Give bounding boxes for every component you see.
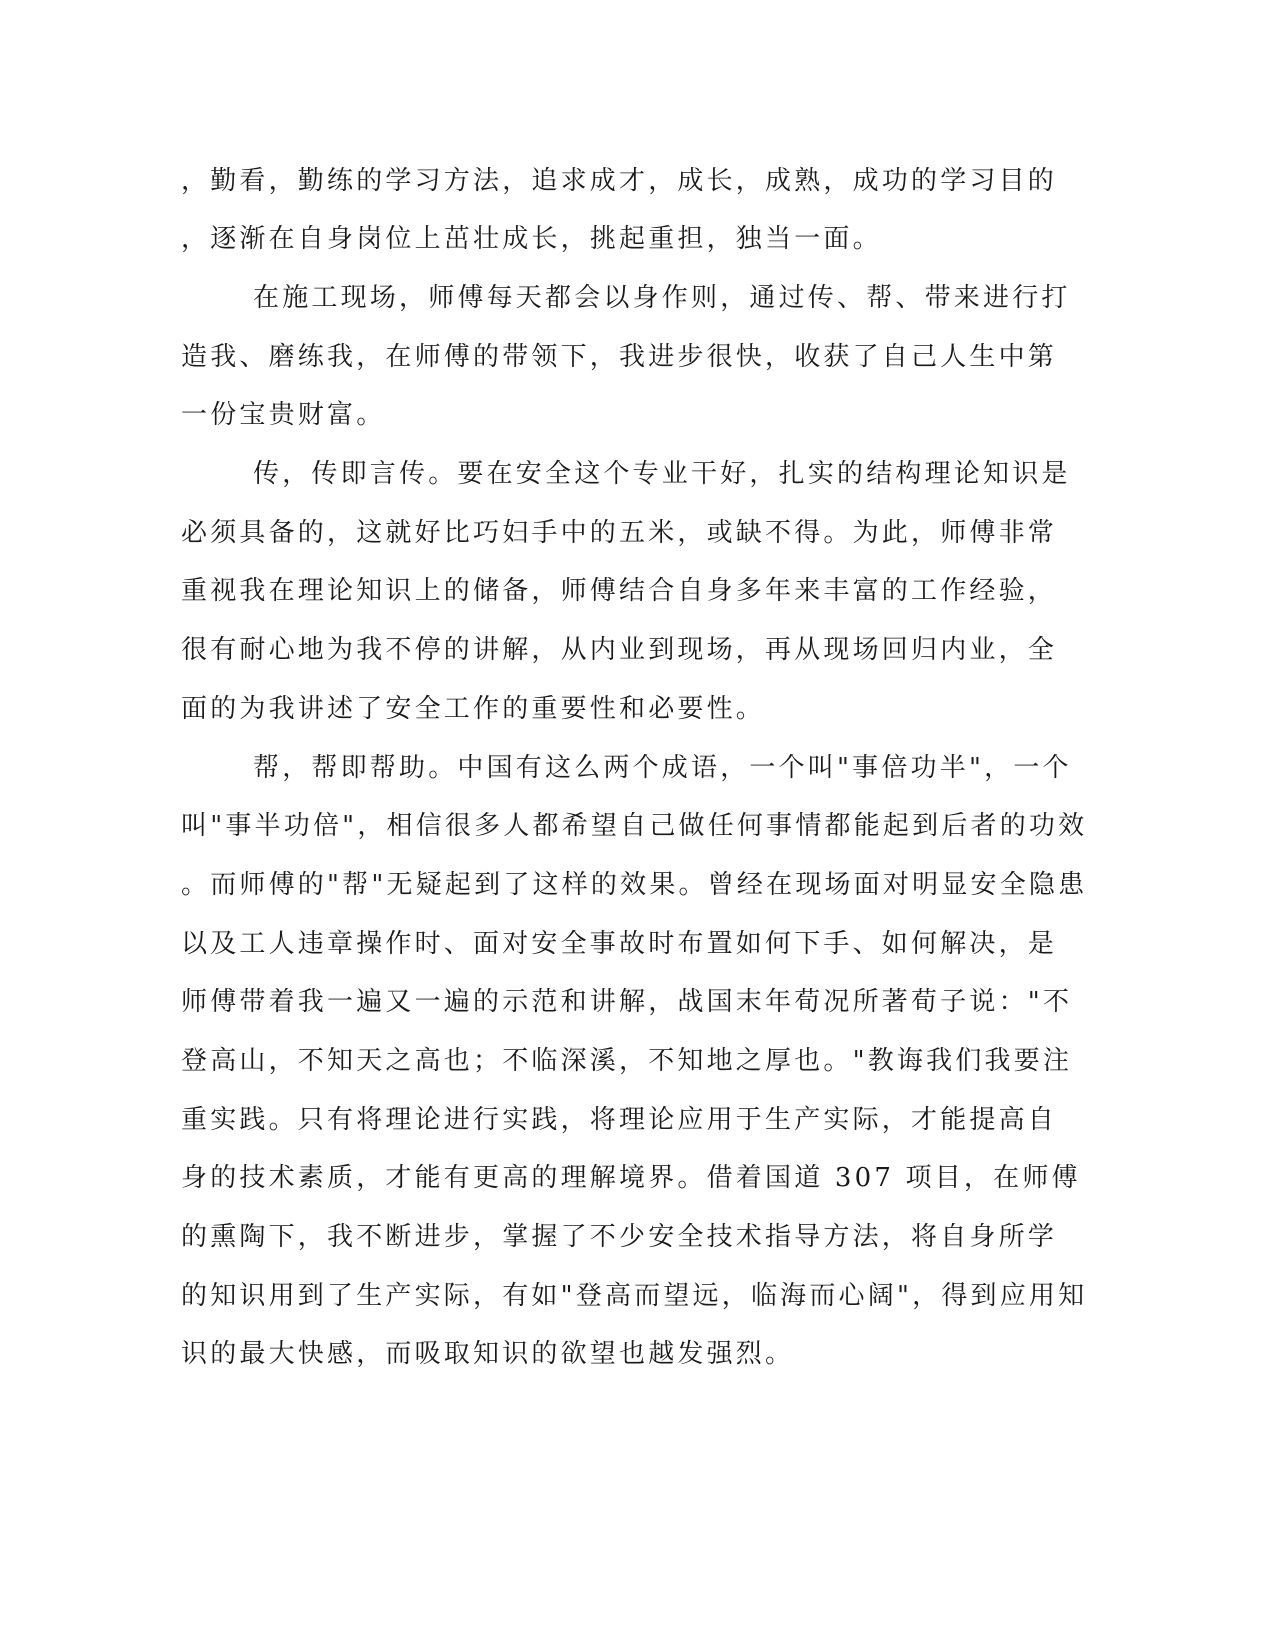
text-line: 造我、磨练我，在师傅的带领下，我进步很快，收获了自己人生中第	[181, 342, 1058, 372]
text-line: 的知识用到了生产实际，有如"登高而望远，临海而心阔"，得到应用知	[181, 1281, 1088, 1311]
text-line: 身的技术素质，才能有更高的理解境界。借着国道 307 项目，在师傅	[181, 1163, 1081, 1193]
text-line: 识的最大快感，而吸取知识的欲望也越发强烈。	[181, 1339, 795, 1369]
paragraph-start-line: 在施工现场，师傅每天都会以身作则，通过传、帮、带来进行打	[253, 283, 1071, 313]
text-line: 很有耐心地为我不停的讲解，从内业到现场，再从现场回归内业，全	[181, 635, 1058, 665]
text-line: 师傅带着我一遍又一遍的示范和讲解，战国末年荀况所著荀子说："不	[181, 987, 1073, 1017]
text-line: ，逐渐在自身岗位上茁壮成长，挑起重担，独当一面。	[181, 224, 882, 254]
text-line: ，勤看，勤练的学习方法，追求成才，成长，成熟，成功的学习目的	[181, 166, 1058, 196]
text-line: 登高山，不知天之高也；不临深溪，不知地之厚也。"教诲我们我要注	[181, 1046, 1073, 1076]
text-line: 面的为我讲述了安全工作的重要性和必要性。	[181, 694, 766, 724]
text-line: 重视我在理论知识上的储备，师傅结合自身多年来丰富的工作经验，	[181, 576, 1058, 606]
text-line: 重实践。只有将理论进行实践，将理论应用于生产实际，才能提高自	[181, 1105, 1058, 1135]
text-line: 叫"事半功倍"，相信很多人都希望自己做任何事情都能起到后者的功效	[181, 811, 1088, 841]
paragraph-start-line: 帮，帮即帮助。中国有这么两个成语，一个叫"事倍功半"，一个	[253, 753, 1072, 783]
text-line: 一份宝贵财富。	[181, 400, 386, 430]
paragraph-start-line: 传，传即言传。要在安全这个专业干好，扎实的结构理论知识是	[253, 459, 1071, 489]
text-line: 以及工人违章操作时、面对安全事故时布置如何下手、如何解决，是	[181, 929, 1058, 959]
text-line: 。而师傅的"帮"无疑起到了这样的效果。曾经在现场面对明显安全隐患	[181, 870, 1088, 900]
text-line: 的熏陶下，我不断进步，掌握了不少安全技术指导方法，将自身所学	[181, 1222, 1058, 1252]
text-line: 必须具备的，这就好比巧妇手中的五米，或缺不得。为此，师傅非常	[181, 518, 1058, 548]
